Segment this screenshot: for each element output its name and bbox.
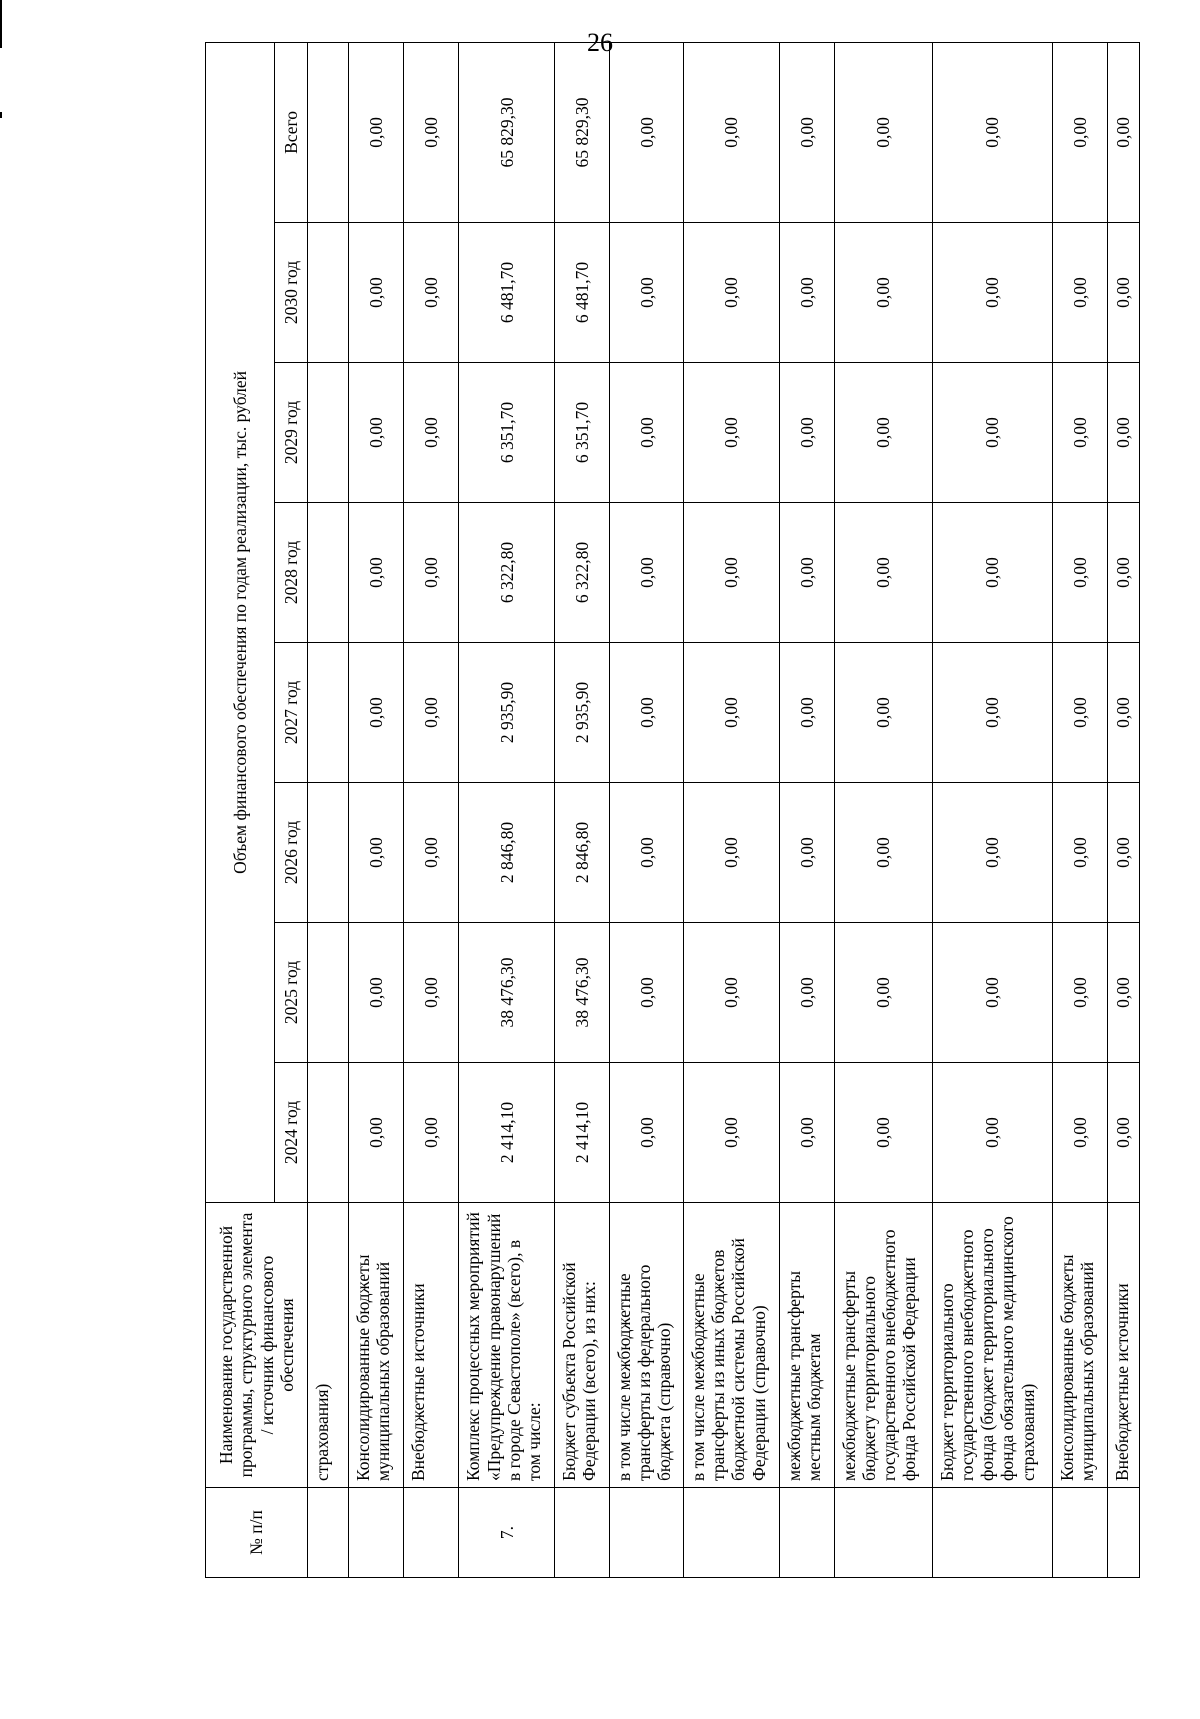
row-total-value: 65 829,30: [554, 42, 609, 222]
table-row: [348, 42, 403, 1577]
row-year-value: 0,00: [1107, 503, 1139, 643]
row-year-value: 0,00: [933, 783, 1052, 923]
row-year-value: 0,00: [610, 503, 684, 643]
row-total-value: 0,00: [684, 42, 779, 222]
row-number: [684, 1488, 779, 1578]
row-year-value: 0,00: [610, 1063, 684, 1203]
row-year-value: 2 414,10: [459, 1063, 554, 1203]
row-source-name: Консолидированные бюджеты муниципальных образований: [1052, 1203, 1107, 1488]
row-source-name: Бюджет субъекта Российской Федерации (всего), из них:: [554, 1203, 609, 1488]
row-number: 7.: [459, 1488, 554, 1578]
row-year-value: 0,00: [835, 503, 933, 643]
row-year-value: 2 935,90: [554, 643, 609, 783]
row-year-value: 0,00: [403, 1063, 458, 1203]
row-year-value: 0,00: [684, 643, 779, 783]
row-source-name: Консолидированные бюджеты муниципальных образований: [348, 1203, 403, 1488]
row-year-value: 0,00: [403, 503, 458, 643]
row-number: [835, 1488, 933, 1578]
row-year-value: 0,00: [348, 503, 403, 643]
row-source-name: в том числе межбюджетные трансферты из иных бюджетов бюджетной системы Российской Федерации (справочно): [684, 1203, 779, 1488]
row-total-value: 0,00: [933, 42, 1052, 222]
row-year-value: 0,00: [610, 363, 684, 503]
row-year-value: 0,00: [610, 643, 684, 783]
header-year: 2030 год: [275, 223, 308, 363]
row-year-value: 0,00: [610, 223, 684, 363]
row-year-value: 0,00: [835, 223, 933, 363]
header-year: 2025 год: [275, 923, 308, 1063]
row-year-value: 0,00: [348, 783, 403, 923]
row-year-value: 0,00: [1107, 783, 1139, 923]
row-year-value: 2 935,90: [459, 643, 554, 783]
row-year-value: 0,00: [1107, 643, 1139, 783]
table-row: [459, 42, 554, 1577]
row-year-value: 2 846,80: [554, 783, 609, 923]
row-year-value: 6 481,70: [554, 223, 609, 363]
table-row: [308, 42, 349, 1577]
table-row: [933, 42, 1052, 1577]
row-year-value: 0,00: [348, 1063, 403, 1203]
row-year-value: 0,00: [1052, 923, 1107, 1063]
row-year-value: 0,00: [1107, 363, 1139, 503]
row-year-value: [308, 783, 349, 923]
table-row: [1052, 42, 1107, 1577]
row-year-value: 0,00: [1107, 923, 1139, 1063]
header-total: Всего: [275, 42, 308, 222]
row-total-value: 0,00: [779, 42, 834, 222]
row-year-value: 2 846,80: [459, 783, 554, 923]
header-name: Наименование государственной программы, структурного элемента / источник финансового обеспечения: [206, 1203, 308, 1488]
row-year-value: 0,00: [933, 1063, 1052, 1203]
row-year-value: 38 476,30: [554, 923, 609, 1063]
row-year-value: 0,00: [835, 363, 933, 503]
row-year-value: 0,00: [403, 643, 458, 783]
table-row: [403, 42, 458, 1577]
row-year-value: 0,00: [933, 223, 1052, 363]
row-year-value: 0,00: [684, 783, 779, 923]
row-number: [308, 1488, 349, 1578]
row-year-value: 6 322,80: [459, 503, 554, 643]
table-row: [554, 42, 609, 1577]
row-source-name: страхования): [308, 1203, 349, 1488]
row-number: [554, 1488, 609, 1578]
row-year-value: 0,00: [779, 643, 834, 783]
table-row: [1107, 42, 1139, 1577]
row-total-value: 65 829,30: [459, 42, 554, 222]
row-year-value: 0,00: [348, 923, 403, 1063]
header-year: 2029 год: [275, 363, 308, 503]
table-row: [610, 42, 684, 1577]
row-year-value: 0,00: [1107, 223, 1139, 363]
row-number: [1107, 1488, 1139, 1578]
row-source-name: Комплекс процессных мероприятий «Предупреждение правонарушений в городе Севастополе» (всего), в том числе:: [459, 1203, 554, 1488]
row-source-name: Бюджет территориального государственного внебюджетного фонда (бюджет территориального фонда обязательного медицинского страхования): [933, 1203, 1052, 1488]
row-year-value: 0,00: [610, 923, 684, 1063]
row-year-value: 0,00: [835, 643, 933, 783]
row-year-value: [308, 923, 349, 1063]
row-source-name: межбюджетные трансферты бюджету территориального государственного внебюджетного фонда Российской Федерации: [835, 1203, 933, 1488]
scan-margin-mark: [0, 0, 2, 48]
row-total-value: 0,00: [348, 42, 403, 222]
row-year-value: 0,00: [835, 783, 933, 923]
row-year-value: 0,00: [684, 223, 779, 363]
row-year-value: 0,00: [610, 783, 684, 923]
row-year-value: 0,00: [779, 363, 834, 503]
row-year-value: 0,00: [835, 923, 933, 1063]
row-year-value: 0,00: [348, 363, 403, 503]
row-year-value: 6 351,70: [554, 363, 609, 503]
row-number: [1052, 1488, 1107, 1578]
row-number: [348, 1488, 403, 1578]
header-year: 2026 год: [275, 783, 308, 923]
row-source-name: Внебюджетные источники: [403, 1203, 458, 1488]
header-year: 2024 год: [275, 1063, 308, 1203]
row-year-value: 0,00: [933, 363, 1052, 503]
table-row: [779, 42, 834, 1577]
row-year-value: 2 414,10: [554, 1063, 609, 1203]
row-year-value: 0,00: [1107, 1063, 1139, 1203]
row-total-value: 0,00: [610, 42, 684, 222]
row-year-value: 0,00: [933, 503, 1052, 643]
row-year-value: 0,00: [403, 923, 458, 1063]
row-year-value: 0,00: [933, 923, 1052, 1063]
table-row: [684, 42, 779, 1577]
row-number: [933, 1488, 1052, 1578]
row-year-value: 0,00: [779, 783, 834, 923]
row-year-value: 6 351,70: [459, 363, 554, 503]
row-year-value: 0,00: [684, 363, 779, 503]
scan-margin-mark: [0, 112, 2, 118]
row-year-value: 0,00: [684, 503, 779, 643]
row-year-value: 0,00: [403, 223, 458, 363]
row-year-value: 6 322,80: [554, 503, 609, 643]
header-volume-group: Объем финансового обеспечения по годам реализации, тыс. рублей: [206, 42, 275, 1202]
row-source-name: Внебюджетные источники: [1107, 1203, 1139, 1488]
row-number: [610, 1488, 684, 1578]
row-year-value: [308, 223, 349, 363]
row-year-value: 0,00: [1052, 223, 1107, 363]
row-total-value: 0,00: [1052, 42, 1107, 222]
row-total-value: 0,00: [403, 42, 458, 222]
row-year-value: 0,00: [403, 783, 458, 923]
row-year-value: 0,00: [1052, 1063, 1107, 1203]
row-year-value: 0,00: [933, 643, 1052, 783]
row-year-value: [308, 503, 349, 643]
financing-table: [205, 42, 1140, 1578]
page-number: 26: [587, 28, 613, 57]
row-year-value: [308, 643, 349, 783]
row-year-value: 0,00: [348, 223, 403, 363]
table-body: [308, 42, 1140, 1577]
row-number: [403, 1488, 458, 1578]
row-source-name: в том числе межбюджетные трансферты из федерального бюджета (справочно): [610, 1203, 684, 1488]
row-total-value: 0,00: [1107, 42, 1139, 222]
row-year-value: 0,00: [1052, 643, 1107, 783]
row-year-value: 0,00: [403, 363, 458, 503]
rotated-table-stage: [205, 97, 1140, 1578]
row-year-value: 0,00: [1052, 363, 1107, 503]
row-year-value: [308, 1063, 349, 1203]
row-source-name: межбюджетные трансферты местным бюджетам: [779, 1203, 834, 1488]
row-total-value: 0,00: [835, 42, 933, 222]
row-year-value: [308, 363, 349, 503]
row-year-value: 0,00: [348, 643, 403, 783]
row-year-value: 0,00: [1052, 783, 1107, 923]
row-year-value: 0,00: [835, 1063, 933, 1203]
header-year: 2028 год: [275, 503, 308, 643]
row-year-value: 0,00: [1052, 503, 1107, 643]
row-total-value: [308, 42, 349, 222]
header-num: № п/п: [206, 1488, 308, 1578]
row-year-value: 0,00: [779, 223, 834, 363]
row-year-value: 0,00: [779, 503, 834, 643]
row-year-value: 0,00: [779, 1063, 834, 1203]
row-year-value: 38 476,30: [459, 923, 554, 1063]
table-row: [835, 42, 933, 1577]
row-year-value: 0,00: [779, 923, 834, 1063]
row-year-value: 0,00: [684, 923, 779, 1063]
header-year: 2027 год: [275, 643, 308, 783]
row-year-value: 6 481,70: [459, 223, 554, 363]
row-number: [779, 1488, 834, 1578]
row-year-value: 0,00: [684, 1063, 779, 1203]
